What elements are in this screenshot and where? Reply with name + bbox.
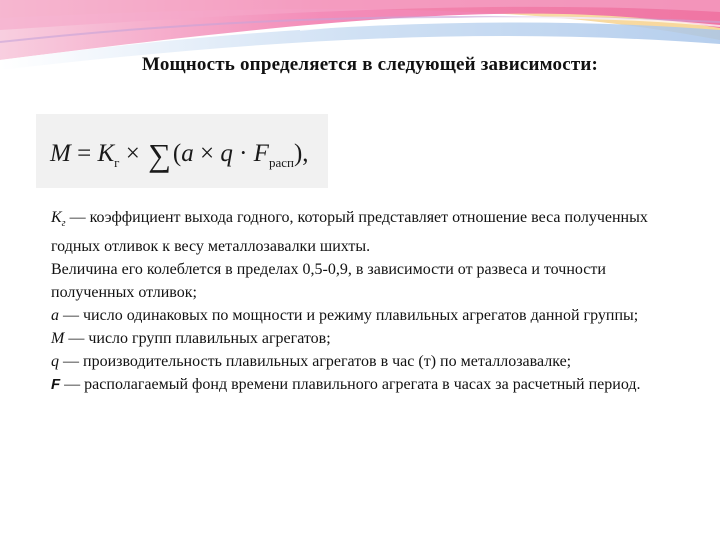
formula-dot: · [232,140,254,167]
formula-image [36,114,328,188]
symbol-q: q [51,352,59,370]
definition-range: Величина его колеблется в пределах 0,5-0,9, в зависимости от развеса и точности полученных отливок; [51,261,606,301]
formula-k-subscript: г [114,155,120,170]
formula-close-paren: ), [293,140,309,167]
definition-m-text: — число групп плавильных агрегатов; [64,329,331,347]
symbol-m: M [51,329,65,347]
formula-times: × [119,140,147,167]
definition-a-text: — число одинаковых по мощности и режиму плавильных агрегатов данной группы; [59,306,639,324]
formula-m: M [50,140,71,167]
capacity-formula [50,132,309,173]
sum-symbol: ∑ [148,137,171,173]
definition-q [51,351,691,374]
symbol-f: F [51,375,61,393]
slide-title: Мощность определяется в следующей зависимости: [141,54,599,75]
symbol-kg: $K_г$ [51,209,66,230]
formula-a: a [181,140,194,167]
formula-f-subscript: расп [268,155,294,170]
formula-equals: = [70,140,98,167]
definition-kg-text: — коэффициент выхода годного, который представляет отношение веса полученных годных отливок к весу металлозавалки шихты. [51,209,648,256]
definition-f [51,374,691,397]
symbol-a: a [51,306,59,324]
definitions-text [51,207,691,396]
formula-q: q [220,140,233,167]
definition-m [51,328,691,351]
formula-f: F [253,140,269,167]
definition-q-text: — производительность плавильных агрегатов в час (т) по металлозавалке; [59,352,572,370]
definition-a [51,305,691,328]
definition-f-text: — располагаемый фонд времени плавильного агрегата в часах за расчетный период. [60,375,641,393]
formula-open-paren: ( [172,140,182,167]
decorative-banner [0,0,720,90]
formula-times-2: × [193,140,221,167]
definition-kg [51,207,691,259]
formula-k: K [97,140,115,167]
